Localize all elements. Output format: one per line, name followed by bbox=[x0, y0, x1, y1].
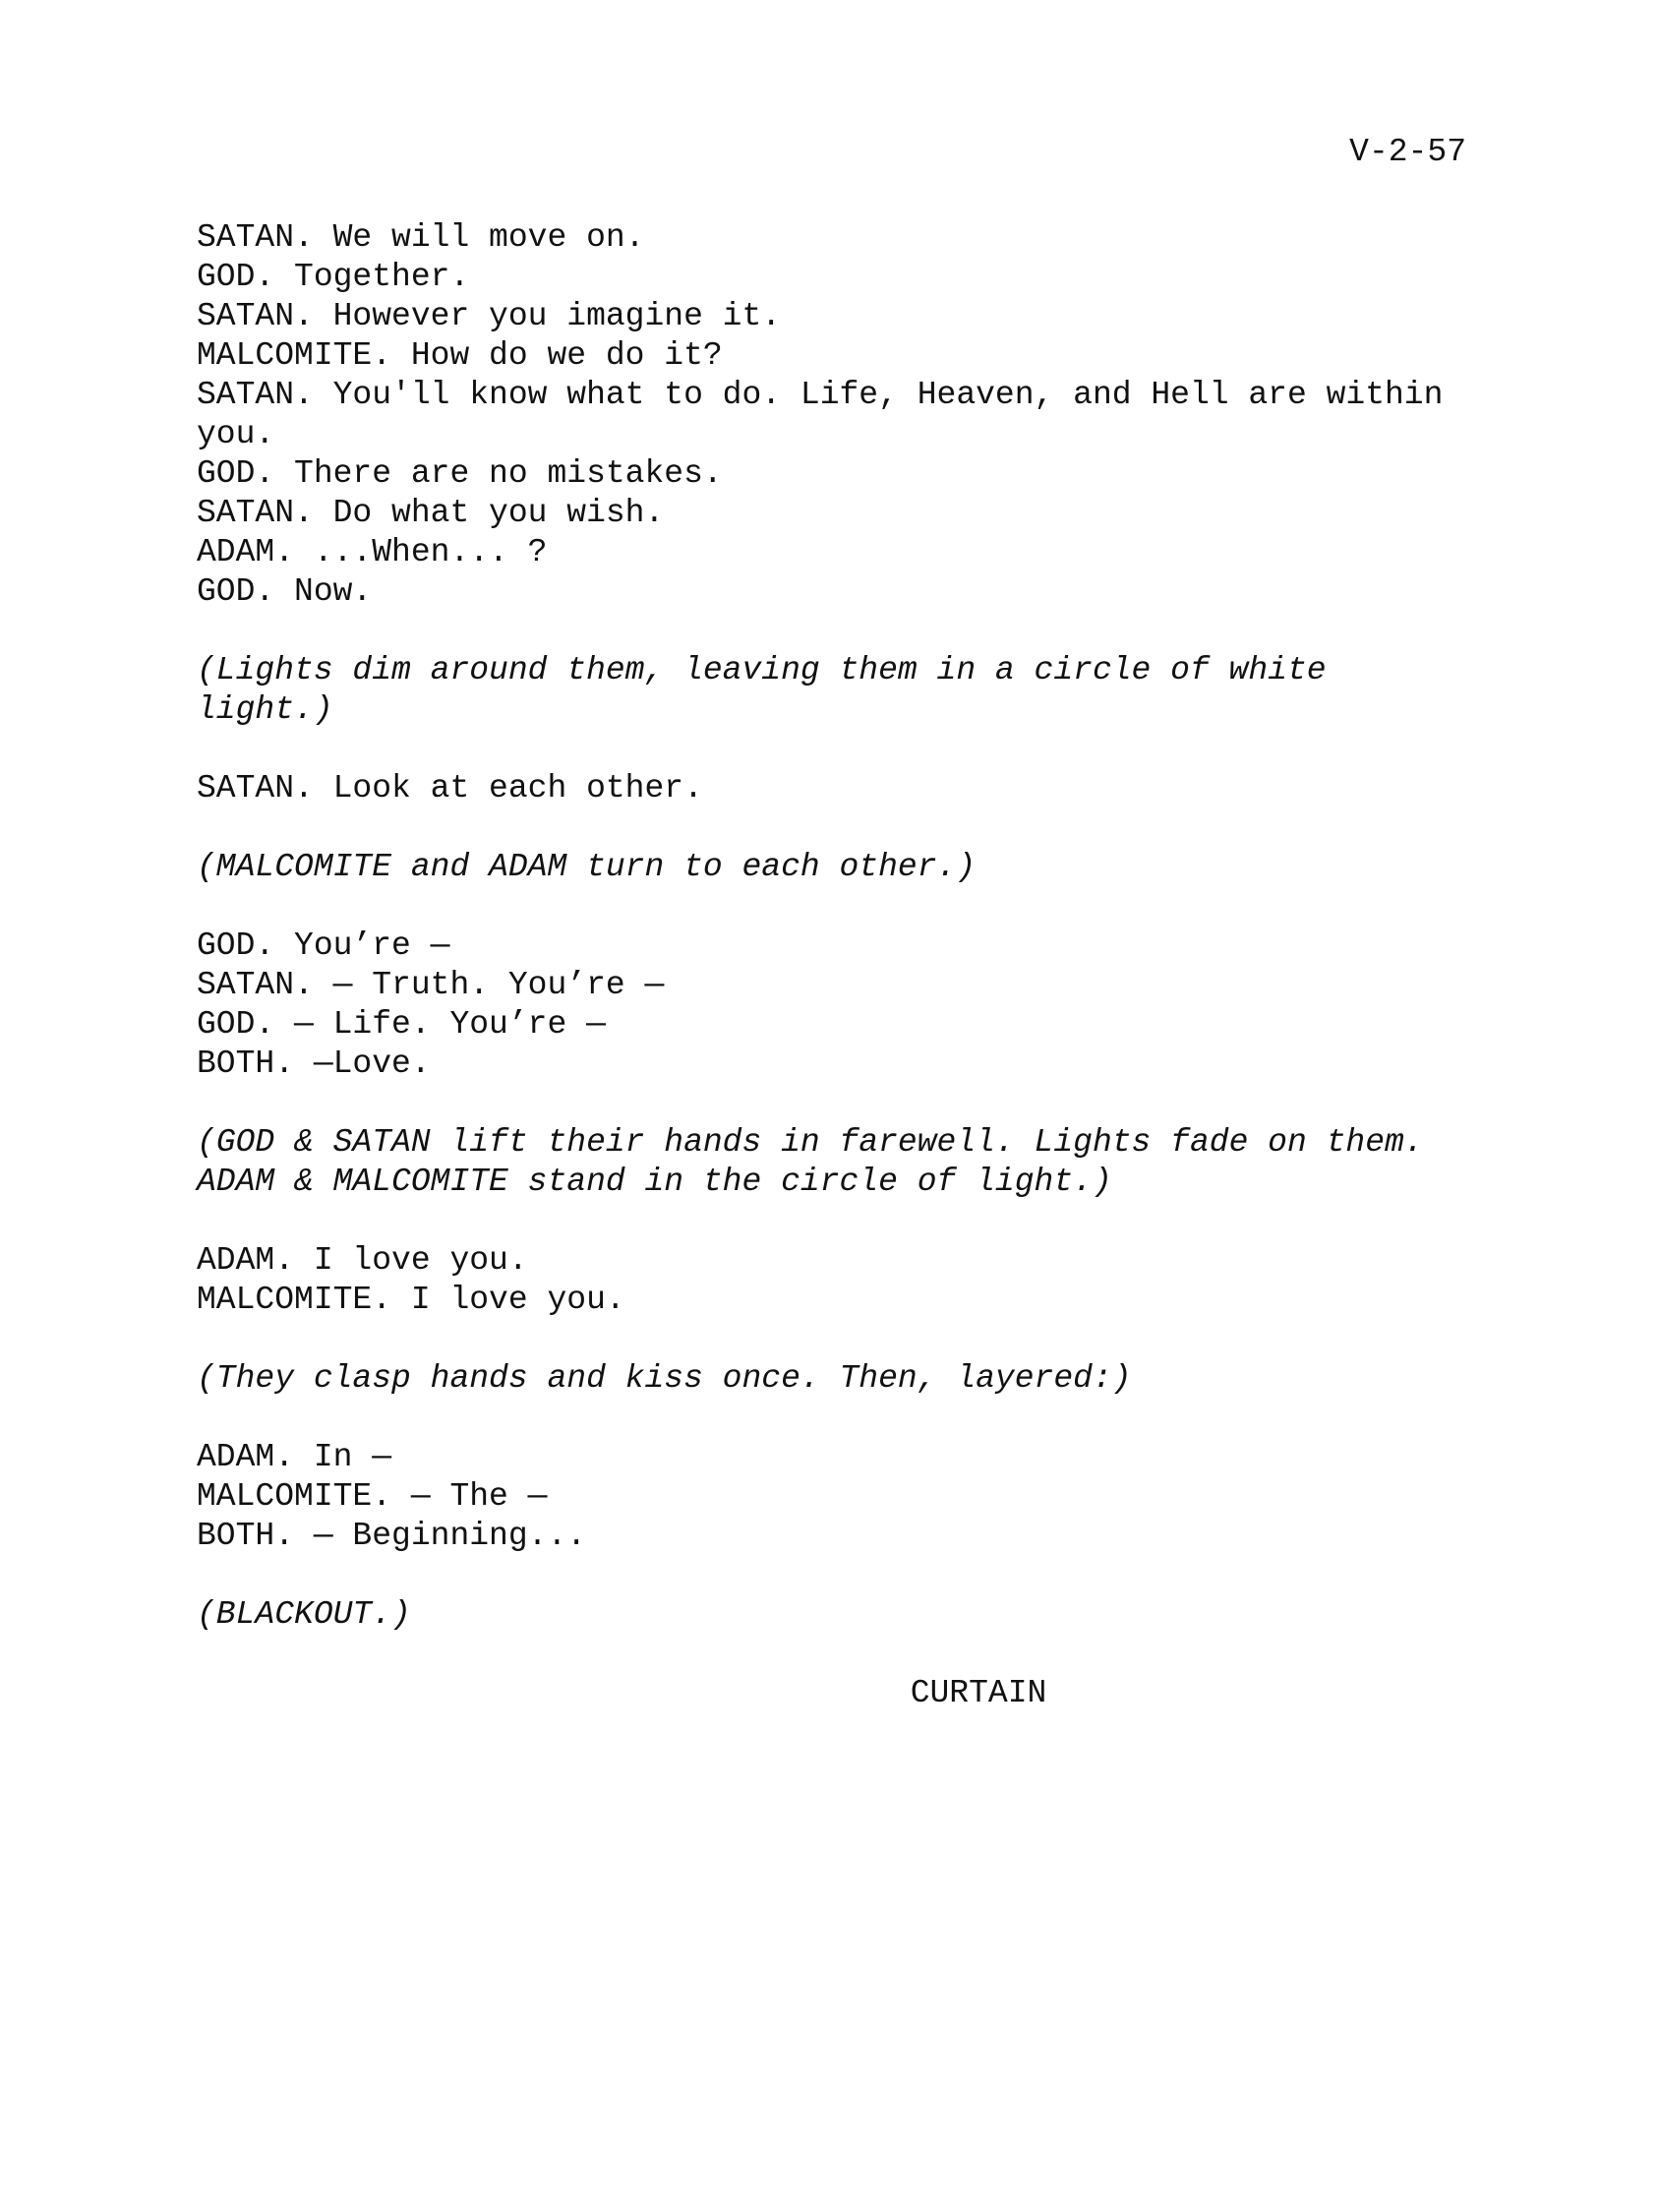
spacer bbox=[197, 1084, 1475, 1123]
dialogue-line: MALCOMITE. — The — bbox=[197, 1478, 548, 1515]
stage-direction: light.) bbox=[197, 691, 333, 728]
stage-direction: ADAM & MALCOMITE stand in the circle of light.) bbox=[197, 1164, 1112, 1200]
stage-direction: (GOD & SATAN lift their hands in farewell. Lights fade on them. bbox=[197, 1124, 1424, 1161]
spacer bbox=[197, 1635, 1475, 1674]
spacer bbox=[197, 730, 1475, 769]
dialogue-line: BOTH. —Love. bbox=[197, 1046, 431, 1082]
spacer bbox=[197, 612, 1475, 651]
spacer bbox=[197, 1556, 1475, 1595]
dialogue-line: you. bbox=[197, 416, 275, 452]
dialogue-line: SATAN. However you imagine it. bbox=[197, 298, 782, 334]
dialogue-line: BOTH. — Beginning... bbox=[197, 1518, 587, 1554]
dialogue-line: GOD. There are no mistakes. bbox=[197, 455, 723, 492]
dialogue-line: SATAN. We will move on. bbox=[197, 219, 645, 256]
dialogue-line: ADAM. In — bbox=[197, 1439, 392, 1475]
dialogue-line: GOD. You’re — bbox=[197, 927, 450, 964]
spacer bbox=[197, 1399, 1475, 1438]
script-body bbox=[197, 218, 1475, 1713]
stage-direction: (BLACKOUT.) bbox=[197, 1596, 411, 1633]
spacer bbox=[197, 887, 1475, 927]
dialogue-line: SATAN. Look at each other. bbox=[197, 770, 703, 807]
dialogue-line: GOD. Together. bbox=[197, 259, 470, 295]
page-number: V-2-57 bbox=[1349, 134, 1466, 170]
stage-direction: (MALCOMITE and ADAM turn to each other.) bbox=[197, 849, 977, 885]
dialogue-line: SATAN. You'll know what to do. Life, Heaven, and Hell are within bbox=[197, 377, 1444, 413]
dialogue-line: ADAM. ...When... ? bbox=[197, 534, 548, 570]
spacer bbox=[197, 1202, 1475, 1241]
dialogue-line: GOD. Now. bbox=[197, 573, 373, 610]
dialogue-line: ADAM. I love you. bbox=[197, 1242, 528, 1279]
spacer bbox=[197, 808, 1475, 848]
dialogue-line: SATAN. — Truth. You’re — bbox=[197, 967, 665, 1003]
spacer bbox=[197, 1320, 1475, 1359]
stage-direction: (Lights dim around them, leaving them in a circle of white bbox=[197, 652, 1327, 688]
curtain-heading: CURTAIN bbox=[910, 1675, 1047, 1711]
dialogue-line: MALCOMITE. I love you. bbox=[197, 1282, 625, 1318]
stage-direction: (They clasp hands and kiss once. Then, layered:) bbox=[197, 1360, 1132, 1397]
dialogue-line: SATAN. Do what you wish. bbox=[197, 495, 665, 531]
dialogue-line: GOD. — Life. You’re — bbox=[197, 1006, 606, 1043]
dialogue-line: MALCOMITE. How do we do it? bbox=[197, 337, 723, 374]
